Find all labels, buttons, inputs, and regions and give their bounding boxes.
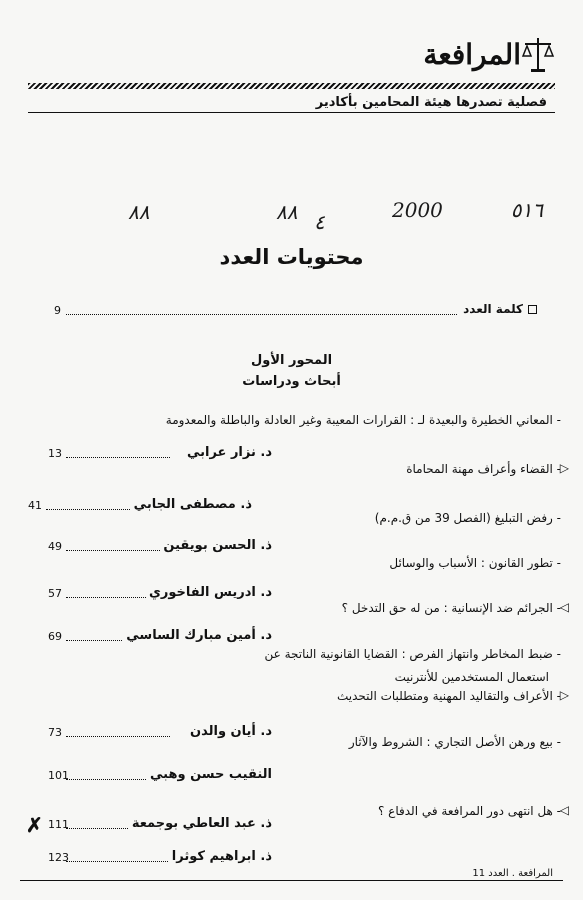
entry-page: 111 <box>48 818 69 831</box>
entry-author-row <box>10 816 290 834</box>
dot-leader <box>66 550 170 551</box>
entry-author: النقيب حسن وهبي <box>147 767 272 782</box>
handwritten-issue-mark: ٤ <box>314 210 325 234</box>
triangle-bullet-icon: ▷ <box>559 461 569 475</box>
entry-page: 101 <box>48 769 69 782</box>
entry-author: ذ. ابراهيم كوثرا <box>169 849 272 864</box>
entry-author-row <box>10 628 290 646</box>
entry-page: 49 <box>48 540 62 553</box>
entry-title-continued: استعمال المستخدمين للأنترنيت <box>394 670 549 684</box>
section-name: أبحاث ودراسات <box>242 374 341 389</box>
entry-author-row <box>10 445 290 463</box>
triangle-bullet-icon: ▷ <box>559 688 569 702</box>
entry-title: - ضبط المخاطر وانتهاز الفرص : القضايا القانونية الناتجة عن <box>264 647 561 661</box>
page-title: محتويات العدد <box>219 245 364 269</box>
entry-author: د. ادريس الفاخوري <box>146 585 272 600</box>
toc-editorial-label: كلمة العدد <box>463 302 523 316</box>
entry-author-row <box>10 724 290 742</box>
entry-title: - الأعراف والتقاليد المهنية ومتطلبات التحديث <box>337 689 561 703</box>
footer-label: المرافعة . العدد 11 <box>472 868 553 879</box>
entry-title: - المعاني الخطيرة والبعيدة لـ : القرارات المعيبة وغير العادلة والباطلة والمعدومة <box>165 413 561 427</box>
section-axis: المحور الأول <box>250 353 333 368</box>
entry-author: د. نزار عرابي <box>184 445 272 460</box>
masthead-rope-divider <box>28 83 555 89</box>
scales-logo-icon <box>521 34 555 74</box>
entry-author-row <box>10 585 290 603</box>
entry-title: - تطور القانون : الأسباب والوسائل <box>389 556 561 570</box>
entry-author: د. أمين مبارك الساسي <box>123 628 272 643</box>
entry-author: ذ. عبد العاطي بوجمعة <box>129 816 272 831</box>
entry-author: د. أيان والدن <box>187 724 272 739</box>
entry-author-row <box>10 849 290 867</box>
entry-page: 13 <box>48 447 62 460</box>
dot-leader <box>66 861 170 862</box>
entry-title: - الجرائم ضد الإنسانية : من له حق التدخل ؟ <box>341 601 561 615</box>
dot-leader <box>66 736 170 737</box>
entry-title: - القضاء وأعراف مهنة المحاماة <box>406 462 561 476</box>
toc-dot-leader <box>66 314 457 315</box>
entry-author-row <box>10 538 290 556</box>
entry-author-row <box>0 497 270 515</box>
entry-page: 57 <box>48 587 62 600</box>
handwritten-number-a: ٥١٦ <box>510 198 543 222</box>
entry-page: 123 <box>48 851 69 864</box>
handwritten-number-e: ٨٨ <box>128 200 150 224</box>
handwritten-year: 2000 <box>392 198 443 222</box>
triangle-bullet-icon: ◁ <box>559 803 569 817</box>
entry-author-row <box>10 767 290 785</box>
entry-author: ذ. مصطفى الجابي <box>131 497 252 512</box>
handwritten-number-d: ٨٨ <box>276 200 298 224</box>
masthead-rule <box>28 112 555 113</box>
footer-rule <box>20 880 563 881</box>
handwritten-x-mark: ✗ <box>26 813 43 837</box>
toc-editorial-row <box>46 302 537 320</box>
toc-editorial-page: 9 <box>54 304 61 317</box>
dot-leader <box>66 457 170 458</box>
entry-title: - بيع ورهن الأصل التجاري : الشروط والآثار <box>348 735 561 749</box>
masthead-subtitle: فصلية تصدرها هيئة المحامين بأكادير <box>315 95 547 110</box>
entry-title: - رفض التبليغ (الفصل 39 من ق.م.م) <box>374 511 561 525</box>
entry-author: ذ. الحسن بويقين <box>160 538 272 553</box>
masthead-title: المرافعة <box>423 38 521 71</box>
entry-page: 73 <box>48 726 62 739</box>
square-bullet-icon <box>528 305 537 314</box>
entry-page: 69 <box>48 630 62 643</box>
entry-page: 41 <box>28 499 42 512</box>
entry-title: - هل انتهى دور المرافعة في الدفاع ؟ <box>378 804 561 818</box>
triangle-bullet-icon: ◁ <box>559 600 569 614</box>
